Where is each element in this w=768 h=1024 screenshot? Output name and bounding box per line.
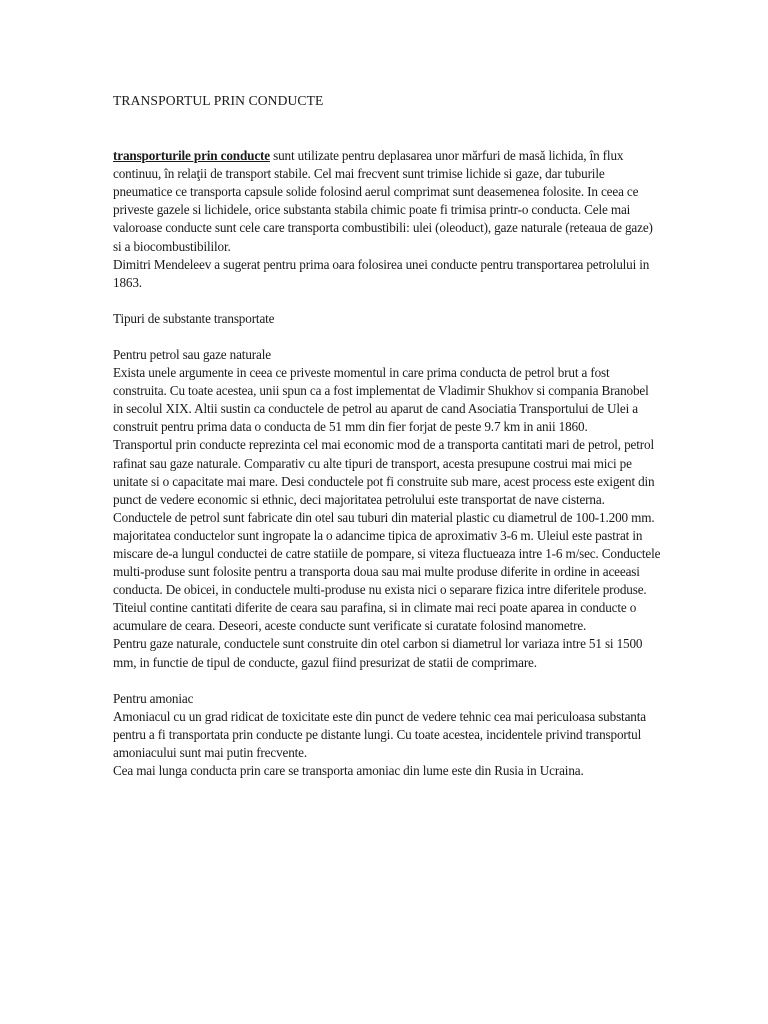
mendeleev-paragraph: Dimitri Mendeleev a sugerat pentru prima oara folosirea unei conducte pentru transportarea petrolului in 1863. — [113, 256, 650, 290]
amoniac-paragraph: Cea mai lunga conducta prin care se transporta amoniac din lume este din Rusia in Ucraina. — [113, 763, 584, 778]
document-page — [113, 92, 661, 780]
spacer — [113, 292, 661, 310]
section-heading: Tipuri de substante transportate — [113, 310, 275, 326]
petrol-paragraph: Titeiul contine cantitati diferite de ceara sau parafina, si in climate mai reci poate aparea in conducte o acumulare de ceara. Deseori, aceste conducte sunt verificate si curatate folosind manometre. — [113, 600, 637, 634]
petrol-paragraph: Conductele de petrol sunt fabricate din otel sau tuburi din material plastic cu diametrul de 100-1.200 mm. majoritatea conductelor sunt ingropate la o adancime tipica de aproximativ 3-6 m. Uleiul este pastrat in miscare de-a lungul conductei de catre statiile de pompare, si viteza fluctueaza intre 1-6 m/sec. Conductele multi-produse sunt folosite pentru a transporta doua sau mai multe produse diferite in ordine in aceeasi conducta. De obicei, in conductele multi-produse nu exista nici o separare fizica intre diferitele produse. — [113, 509, 661, 598]
intro-text: sunt utilizate pentru deplasarea unor mărfuri de masă lichida, în flux continuu, în relaţii de transport stabile. Cel mai frecvent sunt trimise lichide si gaze, dar tuburile pneumatice ce transporta capsule solide folosind aerul comprimat sunt deasemenea folosite. In ceea ce priveste gazele si lichidele, orice substanta stabila chimic poate fi trimisa printr-o conducta. Cele mai valoroase conducte sunt cele care transporta combustibili: ulei (oleoduct), gaze naturale (reteaua de gaze) si a biocombustibililor. — [113, 148, 653, 254]
spacer — [113, 110, 661, 147]
petrol-paragraph: Transportul prin conducte reprezinta cel mai economic mod de a transporta cantitati mari de petrol, petrol rafinat sau gaze naturale. Comparativ cu alte tipuri de transport, acesta presupune costrui mai mici pe unitate si o capacitate mai mare. Desi conductele pot fi construite sub mare, acest process este exigent din punct de vedere economic si ethnic, deci majoritatea petrolului este transportat de nave cisterna. — [113, 437, 655, 507]
document-title: TRANSPORTUL PRIN CONDUCTE — [113, 93, 324, 108]
intro-term: transporturile prin conducte — [113, 148, 270, 164]
spacer — [113, 328, 661, 346]
petrol-paragraph: Exista unele argumente in ceea ce priveste momentul in care prima conducta de petrol brut a fost construita. Cu toate acestea, unii spun ca a fost implementat de Vladimir Shukhov si compania Branobel in secolul XIX. Altii sustin ca conductele de petrol au aparut de cand Asociatia Transportului de Ulei a construit pentru prima data o conducta de 51 mm din fier forjat de peste 9.7 km in anii 1860. — [113, 365, 649, 435]
petrol-heading: Pentru petrol sau gaze naturale — [113, 346, 271, 362]
intro-paragraph — [113, 147, 661, 256]
spacer — [113, 672, 661, 690]
amoniac-heading: Pentru amoniac — [113, 690, 194, 706]
amoniac-paragraph: Amoniacul cu un grad ridicat de toxicitate este din punct de vedere tehnic cea mai periculoasa substanta pentru a fi transportata prin conducte pe distante lungi. Cu toate acestea, incidentele privind transportul amoniacului sunt mai putin frecvente. — [113, 708, 646, 760]
petrol-paragraph: Pentru gaze naturale, conductele sunt construite din otel carbon si diametrul lor variaza intre 51 si 1500 mm, in functie de tipul de conducte, gazul fiind presurizat de statii de comprimare. — [113, 636, 643, 670]
